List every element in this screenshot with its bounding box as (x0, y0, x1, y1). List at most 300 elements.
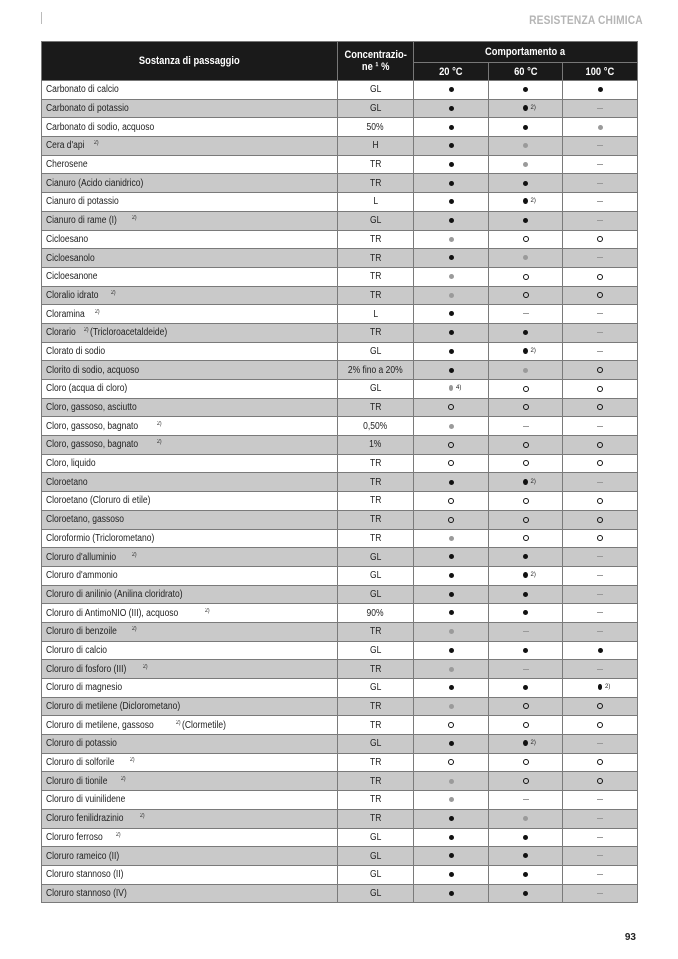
substance-name-footnote (130, 757, 135, 768)
substance-cell (42, 865, 338, 884)
rating-cell (563, 342, 638, 361)
substance-cell (42, 660, 338, 679)
substance-cell (42, 230, 338, 249)
black-dot-icon (523, 592, 528, 597)
substance-name: Clorario (46, 327, 76, 339)
concentration-cell (338, 118, 414, 137)
black-dot-icon (523, 685, 528, 690)
table-row (42, 137, 638, 156)
rating-cell (489, 305, 563, 324)
dash-icon (597, 837, 603, 838)
substance-cell (42, 622, 338, 641)
substance-name: Cicloesanone (46, 271, 98, 283)
concentration-cell (338, 622, 414, 641)
rating-cell (563, 622, 638, 641)
concentration-cell (338, 436, 414, 455)
rating-cell (563, 230, 638, 249)
dash-icon (523, 426, 529, 427)
open-circle-icon (597, 292, 603, 298)
substance-name: Cloruro di magnesio (46, 682, 123, 694)
table-row (42, 510, 638, 529)
concentration-value: TR (369, 719, 382, 731)
rating-cell (414, 380, 489, 399)
rating-with-footnote: b 2) (524, 478, 536, 485)
open-circle-icon (597, 367, 603, 373)
rating-cell (414, 828, 489, 847)
concentration-cell (338, 492, 414, 511)
open-circle-icon (597, 442, 603, 448)
concentration-value: TR (369, 757, 382, 769)
concentration-cell (338, 305, 414, 324)
concentration-cell (338, 697, 414, 716)
grey-dot-icon (449, 797, 454, 802)
concentration-value: 50% (366, 121, 384, 133)
concentration-value: GL (369, 383, 382, 395)
dash-icon (597, 220, 603, 221)
table-row (42, 342, 638, 361)
substance-cell (42, 286, 338, 305)
header-temp-60: 60 °C (489, 63, 563, 81)
chemical-resistance-table (41, 41, 638, 903)
rating-cell (489, 884, 563, 903)
rating-cell (489, 585, 563, 604)
rating-cell (489, 398, 563, 417)
table-row (42, 697, 638, 716)
dash-icon (597, 556, 603, 557)
table-row (42, 679, 638, 698)
open-circle-icon (523, 759, 529, 765)
open-circle-icon (448, 722, 454, 728)
open-circle-icon (448, 442, 454, 448)
substance-cell (42, 305, 338, 324)
black-dot-icon (449, 106, 454, 111)
substance-cell (42, 529, 338, 548)
rating-cell (489, 622, 563, 641)
substance-name: Carbonato di calcio (46, 84, 119, 96)
rating-cell (563, 193, 638, 212)
concentration-value: 90% (366, 607, 384, 619)
rating-cell (563, 155, 638, 174)
rating-cell (563, 697, 638, 716)
open-circle-icon (523, 517, 529, 523)
dash-icon (597, 313, 603, 314)
grey-dot-icon (523, 816, 528, 821)
rating-cell (489, 753, 563, 772)
concentration-value: TR (369, 458, 382, 470)
concentration-value: TR (369, 775, 382, 787)
concentration-value: L (373, 196, 378, 208)
rating-with-footnote: b 2) (524, 740, 536, 747)
grey-dot-icon (523, 255, 528, 260)
grey-dot-icon (449, 237, 454, 242)
table-row (42, 305, 638, 324)
rating-cell (489, 454, 563, 473)
rating-cell (414, 585, 489, 604)
header-temp-20: 20 °C (414, 63, 489, 81)
concentration-value: GL (369, 345, 382, 357)
grey-dot-icon (523, 143, 528, 148)
concentration-cell (338, 884, 414, 903)
open-circle-icon (523, 386, 529, 392)
rating-cell (563, 847, 638, 866)
dash-icon (597, 332, 603, 333)
dash-icon (597, 164, 603, 165)
substance-name-footnote (157, 439, 162, 450)
footnote-ref: 2) (110, 289, 116, 296)
substance-cell (42, 510, 338, 529)
rating-cell (563, 566, 638, 585)
substance-name: Cloruro stannoso (IV) (46, 887, 127, 899)
substance-cell (42, 566, 338, 585)
rating-cell (489, 267, 563, 286)
substance-name: Cloralio idrato (46, 289, 99, 301)
open-circle-icon (597, 274, 603, 280)
rating-cell (414, 473, 489, 492)
concentration-value: TR (369, 532, 382, 544)
rating-cell (563, 249, 638, 268)
rating-cell (563, 865, 638, 884)
substance-cell (42, 342, 338, 361)
concentration-value: GL (369, 869, 382, 881)
concentration-cell (338, 174, 414, 193)
concentration-cell (338, 267, 414, 286)
rating-cell (489, 174, 563, 193)
concentration-cell (338, 361, 414, 380)
rating-cell (489, 436, 563, 455)
rating-cell (489, 566, 563, 585)
concentration-value: TR (369, 233, 382, 245)
rating-cell (489, 641, 563, 660)
concentration-cell (338, 473, 414, 492)
grey-dot-icon (449, 667, 454, 672)
substance-cell (42, 884, 338, 903)
table-row (42, 380, 638, 399)
substance-name: Cicloesanolo (46, 252, 95, 264)
rating-cell (414, 679, 489, 698)
rating-cell (489, 99, 563, 118)
footnote-ref: 2) (121, 775, 126, 782)
rating-cell (489, 847, 563, 866)
footnote-ref: 2) (157, 420, 162, 427)
rating-cell (489, 865, 563, 884)
open-circle-icon (597, 722, 603, 728)
rating-cell (563, 604, 638, 623)
black-dot-icon (449, 480, 454, 485)
black-dot-icon (449, 891, 454, 896)
table-row (42, 473, 638, 492)
concentration-value: TR (369, 252, 382, 264)
rating-cell (414, 398, 489, 417)
rating-cell (414, 772, 489, 791)
substance-cell (42, 81, 338, 100)
rating-cell (489, 380, 563, 399)
substance-name: Cloruro di solforile (46, 757, 115, 769)
substance-name-footnote (157, 421, 162, 432)
rating-cell (563, 99, 638, 118)
substance-name: Cloramina (46, 308, 85, 320)
dash-icon (597, 612, 603, 613)
substance-cell (42, 735, 338, 754)
black-dot-icon (449, 368, 454, 373)
open-circle-icon (597, 703, 603, 709)
concentration-cell (338, 398, 414, 417)
black-dot-icon (449, 853, 454, 858)
black-dot-icon (449, 741, 454, 746)
concentration-value: TR (369, 495, 382, 507)
rating-cell (414, 791, 489, 810)
substance-cell (42, 361, 338, 380)
substance-name: Cloruro di benzoile (46, 626, 117, 638)
rating-cell (414, 211, 489, 230)
black-dot-icon (449, 816, 454, 821)
black-dot-icon (523, 554, 528, 559)
footnote-ref: 2) (94, 140, 99, 147)
concentration-value: 2% fino a 20% (348, 364, 403, 376)
substance-cell (42, 211, 338, 230)
grey-dot-icon (449, 536, 454, 541)
rating-cell (414, 361, 489, 380)
rating-cell (414, 492, 489, 511)
concentration-cell (338, 286, 414, 305)
rating-cell (563, 211, 638, 230)
rating-cell (414, 286, 489, 305)
substance-cell (42, 828, 338, 847)
black-dot-icon (449, 255, 454, 260)
rating-cell (563, 585, 638, 604)
substance-name: Cloruro di AntimoNIO (III), acquoso (46, 607, 179, 619)
table-row (42, 548, 638, 567)
rating-cell (563, 529, 638, 548)
grey-dot-icon (449, 424, 454, 429)
rating-cell (414, 342, 489, 361)
rating-cell (414, 604, 489, 623)
concentration-cell (338, 417, 414, 436)
table-row (42, 641, 638, 660)
table-row (42, 791, 638, 810)
rating-cell (489, 510, 563, 529)
table-row (42, 454, 638, 473)
substance-name-footnote (132, 552, 137, 563)
concentration-cell (338, 380, 414, 399)
black-dot-icon (449, 87, 454, 92)
open-circle-icon (523, 236, 529, 242)
concentration-value: H (372, 140, 379, 152)
concentration-cell (338, 155, 414, 174)
substance-name: Cloro, gassoso, bagnato (46, 439, 139, 451)
substance-name: Carbonato di sodio, acquoso (46, 121, 155, 133)
rating-cell (414, 99, 489, 118)
dash-icon (597, 257, 603, 258)
substance-name: Cloro, gassoso, asciutto (46, 402, 137, 414)
open-circle-icon (597, 498, 603, 504)
substance-cell (42, 137, 338, 156)
rating-cell (414, 454, 489, 473)
grey-dot-icon (449, 704, 454, 709)
rating-cell (563, 809, 638, 828)
substance-name-footnote (140, 813, 145, 824)
substance-name: Cloruro d'ammonio (46, 570, 118, 582)
rating-cell (563, 641, 638, 660)
rating-cell (563, 305, 638, 324)
dash-icon (523, 799, 529, 800)
table-row (42, 398, 638, 417)
concentration-value: GL (369, 588, 382, 600)
concentration-cell (338, 604, 414, 623)
dash-icon (597, 183, 603, 184)
black-dot-icon (449, 125, 454, 130)
substance-cell (42, 249, 338, 268)
table-row (42, 660, 638, 679)
black-dot-icon (523, 87, 528, 92)
concentration-value: TR (369, 701, 382, 713)
rating-cell (414, 230, 489, 249)
rating-cell (489, 323, 563, 342)
rating-cell (489, 791, 563, 810)
concentration-cell (338, 249, 414, 268)
open-circle-icon (448, 498, 454, 504)
concentration-cell (338, 510, 414, 529)
concentration-value: GL (369, 84, 382, 96)
substance-cell (42, 753, 338, 772)
rating-cell (563, 884, 638, 903)
substance-name-footnote (132, 626, 137, 637)
table-row (42, 865, 638, 884)
table-row (42, 772, 638, 791)
grey-dot-icon (449, 779, 454, 784)
rating-with-footnote: b 2) (524, 347, 536, 354)
concentration-value: TR (369, 402, 382, 414)
concentration-cell (338, 660, 414, 679)
substance-name: Cloro, liquido (46, 458, 96, 470)
black-dot-icon (598, 87, 603, 92)
dash-icon (597, 743, 603, 744)
concentration-cell (338, 679, 414, 698)
concentration-cell (338, 323, 414, 342)
rating-cell (563, 492, 638, 511)
dash-icon (597, 818, 603, 819)
concentration-value: TR (369, 794, 382, 806)
concentration-value: GL (369, 570, 382, 582)
open-circle-icon (597, 404, 603, 410)
concentration-value: GL (369, 850, 382, 862)
rating-cell (414, 305, 489, 324)
open-circle-icon (597, 759, 603, 765)
rating-cell (414, 510, 489, 529)
substance-name: Cloruro di tionile (46, 775, 108, 787)
concentration-value: L (373, 308, 378, 320)
substance-cell (42, 585, 338, 604)
rating-cell (489, 735, 563, 754)
rating-cell (414, 174, 489, 193)
rating-cell (489, 529, 563, 548)
table-row (42, 809, 638, 828)
rating-cell (563, 380, 638, 399)
substance-name: Cera d'api (46, 140, 85, 152)
concentration-cell (338, 585, 414, 604)
substance-name: Carbonato di potassio (46, 103, 129, 115)
substance-cell (42, 267, 338, 286)
substance-name: Cloruro di calcio (46, 644, 107, 656)
substance-cell (42, 791, 338, 810)
dash-icon (597, 201, 603, 202)
concentration-cell (338, 791, 414, 810)
concentration-cell (338, 641, 414, 660)
grey-dot-icon (449, 629, 454, 634)
rating-cell (563, 361, 638, 380)
concentration-cell (338, 137, 414, 156)
substance-cell (42, 473, 338, 492)
rating-cell (563, 417, 638, 436)
rating-cell (414, 193, 489, 212)
concentration-value: GL (369, 215, 382, 227)
footnote-ref: 2) (115, 831, 121, 838)
black-dot-icon (449, 573, 454, 578)
table-row (42, 211, 638, 230)
rating-cell (489, 211, 563, 230)
rating-cell (563, 510, 638, 529)
rating-cell (489, 716, 563, 735)
rating-cell (563, 772, 638, 791)
concentration-value: TR (369, 663, 382, 675)
open-circle-icon (523, 722, 529, 728)
rating-cell (489, 492, 563, 511)
open-circle-icon (597, 236, 603, 242)
black-dot-icon (449, 554, 454, 559)
substance-name: Cloro, gassoso, bagnato (46, 420, 139, 432)
open-circle-icon (523, 292, 529, 298)
concentration-value: TR (369, 327, 382, 339)
open-circle-icon (448, 404, 454, 410)
rating-with-footnote: g 4) (449, 385, 462, 392)
footnote-ref: 2) (129, 757, 135, 764)
footnote-ref: 2) (204, 607, 210, 614)
black-dot-icon (449, 872, 454, 877)
rating-cell (489, 660, 563, 679)
concentration-cell (338, 230, 414, 249)
table-row (42, 436, 638, 455)
substance-name: Cloruro rameico (II) (46, 850, 120, 862)
header-behaviour: Comportamento a (414, 42, 638, 63)
black-dot-icon (598, 648, 603, 653)
header-temp-100: 100 °C (563, 63, 638, 81)
substance-cell (42, 193, 338, 212)
rating-cell (414, 847, 489, 866)
concentration-value: TR (369, 177, 382, 189)
footnote-ref: 2) (94, 308, 100, 315)
dash-icon (597, 575, 603, 576)
concentration-value: GL (369, 682, 382, 694)
black-dot-icon (523, 648, 528, 653)
black-dot-icon (449, 349, 454, 354)
open-circle-icon (597, 535, 603, 541)
concentration-value: TR (369, 626, 382, 638)
substance-cell (42, 417, 338, 436)
table-row (42, 193, 638, 212)
rating-cell (489, 286, 563, 305)
table-row (42, 323, 638, 342)
substance-name: Cloruro fenilidrazinio (46, 813, 124, 825)
concentration-cell (338, 566, 414, 585)
dash-icon (597, 108, 603, 109)
footnote-ref: 2) (157, 439, 162, 446)
rating-cell (414, 81, 489, 100)
black-dot-icon (523, 181, 528, 186)
rating-with-footnote: b 2) (524, 198, 536, 205)
black-dot-icon (523, 891, 528, 896)
rating-cell (414, 548, 489, 567)
rating-cell (563, 436, 638, 455)
margin-marker (41, 12, 42, 24)
